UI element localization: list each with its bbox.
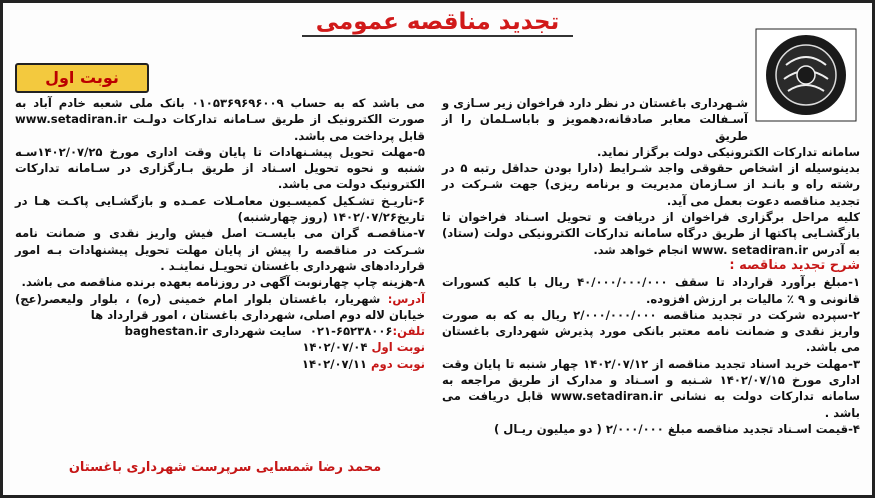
address [15, 291, 425, 324]
payment-text: می باشد که به حساب ۰۱۰۵۳۶۹۶۹۶۰۰۹ بانک ملی شعبه خادم آباد به صورت الکترونیک از طریق سـامانه تدارکات دولـت www.setadiran.ir قابل پرداخت می باشد. [15, 96, 425, 143]
item-2: ۲-سپرده شرکت در تجدید مناقصه ۲/۰۰۰/۰۰۰/۰۰۰ ریال به که به صورت واریز نقدی و ضمانت نامه معتبر بانکی مورد پذیرش شهرداری باغستان می باشد. [442, 307, 860, 355]
paragraph-3-text: کلیه مراحل برگزاری فراخوان از دریافت و تحویل اسـناد فراخوان تا بازگشـایی پاکتها از طریق درگاه سامانه تدارکات الکترونیکی دولت (ستاد) به آدرس www. [442, 210, 860, 257]
phone-label: تلفن: [392, 324, 425, 339]
address-text: شهریار، باغستان بلوار امام خمینی (ره) ، بلوار ولیعصر(عج) خیابان لاله دوم اصلی، شهرداری باغستان ، امور قرارداد ها [15, 291, 425, 322]
intro-text: شـهرداری باغستان در نظر دارد فراخوان زیر سـازی و آسـفالت معابر صادقانه،دهمویز و باباسـلمان را از طریق [442, 96, 748, 143]
site-label: سایت شهرداری [207, 324, 306, 339]
item-7: ۷-مناقصـه گران می بایسـت اصل فیش واریز نقدی و ضمانت نامه شـرکت در مناقصه را پیش از پایان مهلت تحویل پیشنهادات بـه امور قراردادهای شهرداری باغستان تحویـل نماینـد . [15, 226, 425, 273]
round-2 [15, 356, 425, 372]
signature: محمد رضا شمسایی سرپرست شهرداری باغستان [68, 460, 382, 475]
item-5: ۵-مهلت تحویل پیشـنهادات تا پایان وقت اداری مورخ ۱۴۰۲/۰۷/۲۵سـه شنبه و نحوه تحویل اسـناد از طریق بـارگزاری در سـامانه تدارکات الکترونیک دولت می باشد. [15, 144, 425, 192]
setadiran-link[interactable]: setadiran.ir [731, 242, 808, 257]
left-column [15, 95, 425, 372]
round-2-date: ۱۴۰۲/۰۷/۱۱ [301, 356, 372, 371]
paragraph-3-end: انجام خواهد شد. [593, 242, 692, 257]
notice-title-text: تجدید مناقصه عمومی [302, 9, 573, 37]
paragraph-2: بدینوسیله از اشخاص حقوقی واجد شـرایط (دارا بودن حداقل رتبه ۵ در رشته راه و بانـد از سـازمان مدیریت و برنامه ریزی) جهت شـرکت در تجدید مناقصه دعوت بعمل می آید. [442, 161, 860, 208]
round-2-label: نوبت دوم [371, 356, 425, 371]
notice-title [3, 9, 872, 37]
item-8: ۸-هزینه چاپ چهارنوبت آگهی در روزنامه بعهده برنده مناقصه می باشد. [21, 275, 425, 290]
round-badge: نوبت اول [15, 63, 149, 93]
paragraph-1: سامانه تدارکات الکترونیکی دولت برگزار نماید. [597, 144, 860, 159]
contact-line [15, 323, 425, 339]
round-1 [15, 339, 425, 355]
item-4: ۴-قیمت اسـناد تجدید مناقصه مبلغ ۲/۰۰۰/۰۰۰ ( دو میلیون ریـال ) [493, 421, 860, 436]
round-1-label: نوبت اول [371, 340, 425, 355]
item-3: ۳-مهلت خرید اسناد تجدید مناقصه از ۱۴۰۲/۰۷/۱۲ چهار شنبه تا پایان وقت اداری مورخ ۱۴۰۲/۰۷/۱۵ شـنبه و اسـناد و مدارک از طریق مراجعه به سامانه تدارکات دولت به نشانی www.setadiran.ir قابل دریافت می باشد . [442, 356, 861, 420]
phone-number: ۰۲۱-۶۵۲۳۸۰۰۶ [305, 324, 393, 339]
round-1-date: ۱۴۰۲/۰۷/۰۴ [302, 340, 372, 355]
item-1: ۱-مبلغ برآورد قرارداد تا سقف ۴۰/۰۰۰/۰۰۰/۰۰۰ ریال با کلیه کسورات قانونی و ۹ ٪ مالیات بر ارزش افزوده. [442, 275, 861, 306]
section-heading: شرح تجدید مناقصه : [729, 257, 860, 273]
item-6: ۶-تاریـخ تشـکیل کمیسـیون معامـلات عمـده و بازگشـایی پاکـت هـا در تاریخ۱۴۰۲/۰۷/۲۶ (روز چهارشنبه) [15, 193, 425, 225]
address-label: آدرس: [387, 291, 425, 306]
right-column [442, 95, 860, 437]
paragraph-3 [442, 209, 860, 258]
site-link[interactable]: baghestan.ir [124, 324, 208, 339]
